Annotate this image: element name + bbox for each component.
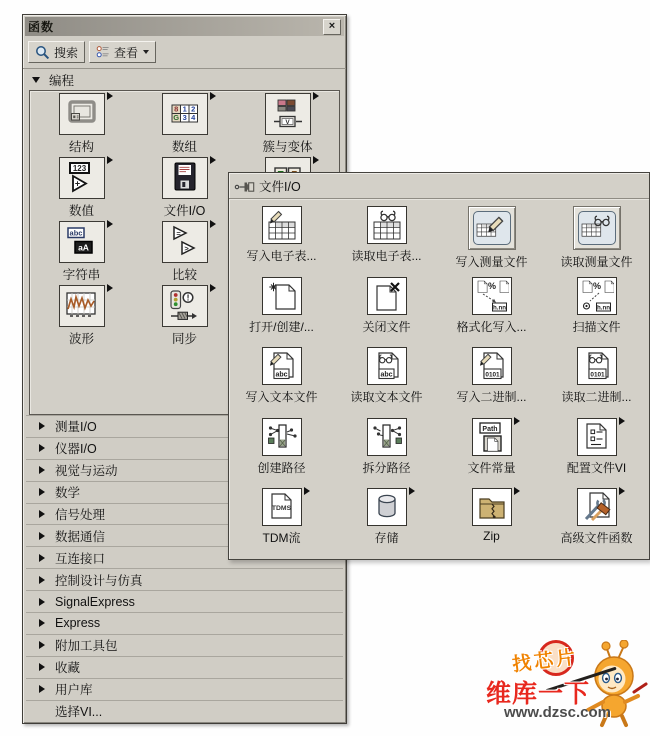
subpalette-grid: [229, 199, 649, 559]
category-addons[interactable]: [26, 634, 343, 656]
category-label: Express: [55, 616, 101, 631]
vi-label: 关闭文件: [362, 319, 411, 334]
file-constants-icon: [472, 418, 512, 456]
svg-text:Path: Path: [481, 425, 498, 433]
collapsed-triangle-icon: [39, 422, 45, 430]
comparison-icon: [162, 221, 208, 263]
vi-zip[interactable]: [439, 488, 544, 559]
vi-read-measurement-file[interactable]: [544, 206, 649, 277]
view-button-label: 查看: [114, 45, 139, 60]
build-path-icon: [262, 418, 302, 456]
submenu-arrow-icon: [304, 487, 310, 495]
category-control-design[interactable]: [26, 568, 343, 590]
vi-storage[interactable]: [334, 488, 439, 559]
view-icon: [96, 45, 110, 59]
vi-label: 打开/创建/...: [249, 319, 314, 334]
palette-item-label: 字符串: [62, 268, 101, 282]
format-into-file-icon: [472, 277, 512, 315]
svg-text:1: 1: [182, 104, 187, 114]
vi-label: 读取电子表...: [351, 249, 422, 263]
vi-label: 读取文本文件: [350, 390, 423, 404]
palette-item-label: 同步: [171, 332, 197, 346]
vi-format-into-file[interactable]: [439, 277, 544, 348]
collapsed-triangle-icon: [39, 554, 45, 562]
vi-label: 高级文件函数: [560, 531, 633, 545]
vi-close-file[interactable]: [334, 277, 439, 348]
svg-text:G: G: [172, 113, 179, 123]
category-label: 信号处理: [55, 508, 106, 522]
submenu-arrow-icon: [514, 487, 520, 495]
structures-icon: [59, 93, 105, 135]
waveform-icon: [59, 285, 105, 327]
advanced-file-functions-icon: [577, 488, 617, 526]
vi-label: 拆分路径: [362, 460, 411, 475]
palette-item-comparison[interactable]: [133, 221, 236, 285]
write-binary-file-icon: [472, 347, 512, 385]
submenu-arrow-icon: [619, 417, 625, 425]
vi-open-create-replace[interactable]: [229, 277, 334, 348]
category-label: 附加工具包: [55, 639, 118, 654]
open-create-file-icon: [262, 277, 302, 315]
palette-item-label: 比较: [171, 268, 197, 282]
vi-label: 配置文件VI: [566, 460, 627, 475]
category-label: SignalExpress: [55, 594, 135, 609]
svg-text:+: +: [74, 178, 80, 189]
svg-text:2: 2: [190, 104, 195, 114]
collapsed-triangle-icon: [39, 685, 45, 693]
svg-text:abc: abc: [274, 371, 288, 379]
tdm-streaming-icon: [262, 488, 302, 526]
palette-item-waveform[interactable]: [30, 285, 133, 349]
submenu-arrow-icon: [619, 487, 625, 495]
palette-item-label: 结构: [68, 140, 94, 154]
svg-text:abc: abc: [379, 371, 393, 379]
read-binary-file-icon: [577, 347, 617, 385]
view-button[interactable]: [89, 41, 156, 63]
vi-build-path[interactable]: [229, 418, 334, 489]
window-title: 函数: [28, 20, 55, 34]
submenu-arrow-icon: [514, 417, 520, 425]
vi-config-file-vis[interactable]: [544, 418, 649, 489]
config-file-vis-icon: [577, 418, 617, 456]
vi-read-spreadsheet[interactable]: [334, 206, 439, 277]
svg-text:123: 123: [72, 164, 86, 173]
collapsed-triangle-icon: [39, 466, 45, 474]
submenu-arrow-icon: [313, 92, 319, 100]
svg-text:0101: 0101: [484, 371, 500, 379]
palette-item-label: 文件I/O: [163, 204, 206, 218]
svg-text:h.nn: h.nn: [596, 303, 610, 311]
watermark-logo: [486, 638, 650, 734]
write-text-file-icon: [262, 347, 302, 385]
write-measurement-file-icon: [468, 206, 516, 250]
dropdown-caret-icon: [143, 50, 149, 54]
category-select-vi[interactable]: [26, 700, 343, 722]
vi-strip-path[interactable]: [334, 418, 439, 489]
vi-file-constants[interactable]: [439, 418, 544, 489]
vi-write-binary-file[interactable]: [439, 347, 544, 418]
search-button-label: 搜索: [54, 45, 79, 60]
submenu-arrow-icon: [107, 92, 113, 100]
category-label: 用户库: [55, 683, 93, 698]
collapsed-triangle-icon: [39, 598, 45, 606]
vi-write-text-file[interactable]: [229, 347, 334, 418]
storage-icon: [367, 488, 407, 526]
vi-label: 写入测量文件: [455, 255, 528, 269]
palette-item-synchronization[interactable]: [133, 285, 236, 349]
submenu-arrow-icon: [210, 220, 216, 228]
title-bar[interactable]: [25, 17, 344, 36]
category-label: 控制设计与仿真: [55, 573, 143, 588]
palette-item-structures[interactable]: [30, 93, 133, 157]
collapsed-triangle-icon: [39, 488, 45, 496]
palette-item-file-io[interactable]: [133, 157, 236, 221]
cluster-variant-icon: [265, 93, 311, 135]
svg-text:!: !: [186, 292, 189, 303]
category-label: 测量I/O: [55, 420, 97, 435]
svg-text:8: 8: [173, 104, 178, 114]
subpalette-header: [229, 173, 649, 199]
category-signalexpress[interactable]: [26, 590, 343, 612]
palette-item-label: 数组: [171, 140, 197, 154]
strip-path-icon: [367, 418, 407, 456]
section-programming[interactable]: [23, 69, 346, 90]
submenu-arrow-icon: [210, 156, 216, 164]
palette-item-cluster-variant[interactable]: [236, 93, 339, 157]
collapsed-triangle-icon: [39, 641, 45, 649]
collapsed-triangle-icon: [39, 444, 45, 452]
expand-triangle-icon: [32, 77, 40, 83]
vi-label: 写入文本文件: [245, 390, 318, 404]
svg-text:h.nn: h.nn: [492, 303, 506, 311]
vi-write-measurement-file[interactable]: [439, 206, 544, 277]
collapsed-triangle-icon: [39, 663, 45, 671]
vi-scan-file[interactable]: [544, 277, 649, 348]
submenu-arrow-icon: [107, 220, 113, 228]
category-label: 数据通信: [55, 529, 106, 544]
submenu-arrow-icon: [107, 284, 113, 292]
category-express[interactable]: [26, 612, 343, 634]
vi-label: 读取测量文件: [560, 255, 633, 269]
palette-item-array[interactable]: [133, 93, 236, 157]
svg-text:abc: abc: [69, 228, 82, 238]
palette-item-label: 簇与变体: [262, 140, 313, 154]
section-programming-label: 编程: [49, 73, 75, 88]
category-label: 互连接口: [55, 551, 106, 566]
vi-label: 创建路径: [257, 460, 306, 475]
category-label: 选择VI...: [55, 705, 103, 720]
category-label: 仪器I/O: [55, 442, 97, 457]
watermark-url[interactable]: www.dzsc.com: [504, 704, 611, 721]
palette-item-string[interactable]: [30, 221, 133, 285]
file-io-icon: [162, 157, 208, 199]
vi-tdm-streaming[interactable]: [229, 488, 334, 559]
vi-label: 读取二进制...: [561, 390, 632, 404]
vi-read-binary-file[interactable]: [544, 347, 649, 418]
subpalette-title: 文件I/O: [259, 179, 301, 194]
submenu-arrow-icon: [107, 156, 113, 164]
read-text-file-icon: [367, 347, 407, 385]
svg-text:%: %: [487, 280, 496, 291]
vi-advanced-file-functions[interactable]: [544, 488, 649, 559]
vi-label: 存储: [374, 531, 399, 545]
collapsed-triangle-icon: [39, 576, 45, 584]
palette-item-numeric[interactable]: [30, 157, 133, 221]
watermark-tagline: 找芯片: [511, 647, 580, 676]
submenu-arrow-icon: [313, 156, 319, 164]
watermark-brand: 维库一下: [486, 680, 591, 708]
numeric-icon: [59, 157, 105, 199]
collapsed-triangle-icon: [39, 532, 45, 540]
submenu-arrow-icon: [210, 284, 216, 292]
search-icon: [35, 45, 50, 60]
synchronization-icon: [162, 285, 208, 327]
string-icon: [59, 221, 105, 263]
collapsed-triangle-icon: [39, 510, 45, 518]
svg-text:3: 3: [182, 113, 187, 123]
array-icon: [162, 93, 208, 135]
svg-text:=: =: [175, 229, 181, 238]
vi-label: 扫描文件: [572, 319, 621, 334]
vi-label: 文件常量: [467, 460, 516, 475]
file-io-subpalette: [228, 172, 650, 560]
svg-text:0101: 0101: [589, 371, 605, 379]
close-button[interactable]: ×: [323, 19, 341, 35]
category-favorites[interactable]: [26, 656, 343, 678]
category-label: 数学: [55, 486, 81, 501]
vi-label: 格式化写入...: [456, 319, 527, 334]
vi-label: Zip: [483, 529, 500, 543]
category-user-libraries[interactable]: [26, 678, 343, 700]
palette-item-label: 数值: [68, 204, 94, 218]
close-file-icon: [367, 277, 407, 315]
submenu-arrow-icon: [409, 487, 415, 495]
svg-text:>: >: [183, 244, 189, 253]
svg-text:aA: aA: [77, 242, 89, 253]
svg-text:4: 4: [190, 113, 195, 123]
zip-icon: [472, 488, 512, 526]
pin-icon[interactable]: [234, 179, 256, 193]
palette-item-label: 波形: [68, 332, 94, 346]
scan-file-icon: [577, 277, 617, 315]
svg-text:%: %: [592, 280, 601, 291]
category-label: 视觉与运动: [55, 464, 118, 479]
submenu-arrow-icon: [210, 92, 216, 100]
vi-label: TDM流: [262, 531, 301, 545]
palette-toolbar: [23, 36, 346, 69]
category-label: 收藏: [55, 661, 81, 676]
write-spreadsheet-icon: [262, 206, 302, 244]
search-button[interactable]: [28, 41, 85, 63]
vi-read-text-file[interactable]: [334, 347, 439, 418]
collapsed-triangle-icon: [39, 619, 45, 627]
read-measurement-file-icon: [573, 206, 621, 250]
vi-label: 写入电子表...: [246, 249, 317, 263]
read-spreadsheet-icon: [367, 206, 407, 244]
svg-text:V: V: [284, 118, 290, 126]
vi-write-spreadsheet[interactable]: [229, 206, 334, 277]
vi-label: 写入二进制...: [456, 390, 527, 404]
svg-text:TDMS: TDMS: [271, 505, 291, 512]
